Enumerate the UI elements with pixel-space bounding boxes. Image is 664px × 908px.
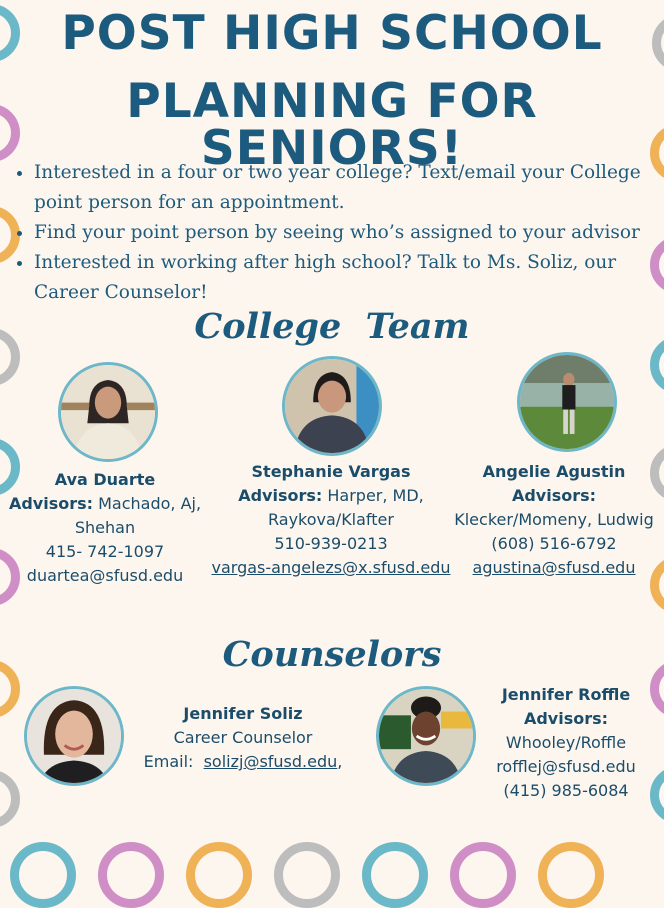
bullet-career-counselor (34, 248, 664, 308)
portrait-photo (520, 355, 614, 449)
college-member-card-angelie (444, 460, 664, 580)
advisors-label: Advisors: (238, 486, 323, 505)
avatar-ava-duarte (58, 362, 158, 462)
counselor-card-soliz (132, 702, 354, 774)
ring-left-8 (0, 770, 20, 828)
member-advisors (196, 484, 466, 508)
portrait-photo (61, 365, 155, 459)
bullet-text-line: Career Counselor! (34, 282, 208, 303)
member-phone: (608) 516-6792 (491, 534, 617, 553)
member-phone: 415- 742-1097 (45, 542, 165, 561)
advisors-value: Machado, Aj, (93, 494, 202, 513)
member-name: Angelie Agustin (482, 462, 626, 481)
college-team-heading: College Team (194, 306, 470, 347)
ring-bottom-7 (538, 842, 604, 908)
avatar-jennifer-roffle (376, 686, 476, 786)
ring-bottom-3 (186, 842, 252, 908)
counselor-role: Career Counselor (173, 728, 313, 747)
bullet-text-line: Interested in a four or two year college? Text/email your College (34, 162, 641, 183)
advisors-value: Whooley/Roffle (505, 733, 627, 752)
ring-bottom-1 (10, 842, 76, 908)
member-email-link[interactable]: agustina@sfusd.edu (472, 558, 636, 577)
advisors-value: Harper, MD, (322, 486, 424, 505)
email-suffix: , (337, 752, 343, 771)
advisors-value: Klecker/Momeny, Ludwig (454, 510, 654, 529)
counselors-heading: Counselors (222, 634, 442, 675)
bullet-find-point-person (34, 218, 664, 248)
info-bullet-list (14, 158, 664, 308)
bullet-college-appointment (34, 158, 664, 218)
counselor-name: Jennifer Soliz (183, 704, 303, 723)
advisors-value-continued: Raykova/Klafter (268, 510, 394, 529)
ring-bottom-5 (362, 842, 428, 908)
counselor-email-link[interactable]: solizj@sfusd.edu (203, 752, 338, 771)
member-name: Ava Duarte (54, 470, 156, 489)
member-email[interactable]: duartea@sfusd.edu (26, 566, 184, 585)
member-email-link[interactable]: vargas-angelezs@x.sfusd.edu (211, 558, 451, 577)
member-name: Stephanie Vargas (251, 462, 411, 481)
ring-bottom-6 (450, 842, 516, 908)
portrait-photo (285, 359, 379, 453)
college-member-card-stephanie (196, 460, 466, 580)
avatar-stephanie-vargas (282, 356, 382, 456)
counselor-email[interactable]: rofflej@sfusd.edu (496, 757, 636, 776)
college-member-card-ava (4, 468, 206, 588)
portrait-photo (27, 689, 121, 783)
email-label: Email: (143, 752, 204, 771)
advisors-label: Advisors: (511, 486, 597, 505)
advisors-label: Advisors: (523, 709, 609, 728)
avatar-jennifer-soliz (24, 686, 124, 786)
bullet-text-line: Find your point person by seeing who’s assigned to your advisor (34, 222, 640, 243)
counselor-card-roffle (478, 683, 654, 803)
ring-bottom-2 (98, 842, 164, 908)
member-phone: 510-939-0213 (274, 534, 388, 553)
poster-title-line1: POST HIGH SCHOOL (61, 6, 603, 61)
portrait-photo (379, 689, 473, 783)
counselor-name: Jennifer Roffle (501, 685, 631, 704)
ring-bottom-4 (274, 842, 340, 908)
bullet-text-line: point person for an appointment. (34, 192, 345, 213)
advisors-label: Advisors: (8, 494, 94, 513)
avatar-angelie-agustin (517, 352, 617, 452)
bullet-text-line: Interested in working after high school? Talk to Ms. Soliz, our (34, 252, 617, 273)
poster-title-line2: PLANNING FOR SENIORS! (126, 74, 538, 176)
counselor-phone: (415) 985-6084 (503, 781, 629, 800)
advisors-value-continued: Shehan (74, 518, 136, 537)
counselor-email (132, 750, 354, 774)
member-advisors (4, 492, 206, 516)
